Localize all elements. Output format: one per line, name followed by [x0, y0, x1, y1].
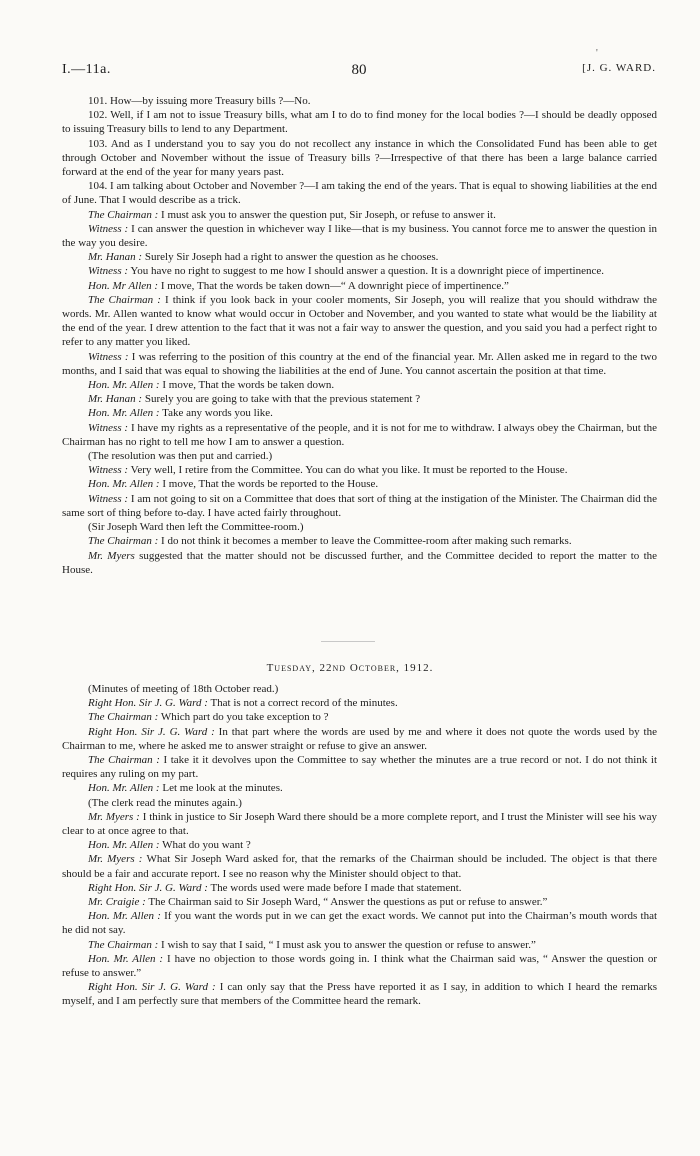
speaker-name: Witness : — [88, 421, 129, 434]
paragraph — [62, 406, 657, 420]
speaker-name: The Chairman : — [88, 711, 159, 724]
paragraph-text: The words used were made before I made that statement. — [210, 881, 462, 894]
speaker-name: Right Hon. Sir J. G. Ward : — [88, 697, 208, 710]
paragraph — [62, 796, 657, 810]
paragraph-text: I do not think it becomes a member to leave the Committee-room after making such remarks. — [161, 535, 572, 548]
paragraph-text: I have my rights as a representative of the people, and it is not for me to withdraw. I always obey the Chairman, but the Chairman has no right to tell me how I am to answer a question. — [62, 421, 658, 448]
speaker-name: Mr. Hanan : — [88, 393, 143, 406]
speaker-name: Mr. Craigie : — [88, 896, 146, 909]
paragraph-text: I wish to say that I said, “ I must ask you to answer the question or refuse to answer.” — [161, 938, 536, 951]
paragraph — [62, 710, 657, 724]
paragraph — [62, 534, 657, 548]
speaker-name: Witness : — [88, 222, 129, 235]
paragraph-text: I can answer the question in whichever way I like—that is my business. You cannot force me to answer the question in the way you desire. — [62, 222, 658, 250]
paragraph-text: Very well, I retire from the Committee. You can do what you like. It must be reported to the House. — [130, 464, 568, 477]
paragraph-text: suggested that the matter should not be discussed further, and the Committee decided to report the matter to the House. — [62, 549, 658, 576]
paragraph — [62, 378, 657, 392]
speaker-name: Witness : — [88, 265, 129, 278]
speaker-name: Mr. Myers : — [88, 853, 143, 866]
speaker-name: Hon. Mr. Allen : — [88, 478, 160, 491]
paragraph — [62, 94, 657, 108]
paragraph-text: I move, That the words be reported to the House. — [162, 478, 379, 491]
paragraph — [62, 293, 657, 350]
paragraph-text: The Chairman said to Sir Joseph Ward, “ Answer the questions as put or refuse to answer.” — [148, 896, 548, 909]
paragraph-text: Take any words you like. — [162, 407, 273, 420]
speaker-name: Mr. Myers : — [88, 810, 140, 823]
speaker-name: Hon. Mr. Allen : — [88, 910, 161, 923]
speaker-name: Mr. Hanan : — [88, 251, 143, 264]
paragraph-text: What do you want ? — [162, 839, 251, 852]
paragraph — [62, 179, 657, 207]
paragraph — [62, 520, 657, 534]
paragraph-text: If you want the words put in we can get the exact words. We cannot put into the Chairman’s mouth words that he did not say. — [62, 910, 658, 937]
paragraph-text: I am not going to sit on a Committee that does that sort of thing at the instigation of the Minister. The Chairman did the same sort of thing before to-day. I have acted fairly throughout. — [62, 492, 658, 519]
paragraph — [62, 279, 657, 293]
speaker-name: The Chairman : — [88, 293, 161, 306]
paragraph-text: Surely you are going to take with that the previous statement ? — [144, 393, 421, 406]
paragraph-text: I think if you look back in your cooler moments, Sir Joseph, you will realize that you should withdraw the words. Mr. Allen wanted to know what would occur in October and November, and you wanted to state what would be the liability at the end of the year. I drew attention to the fact that it was not a fair way to answer the question, and you said you had a perfect right to refer to any matter you liked. — [62, 293, 657, 349]
paragraph — [62, 492, 657, 520]
paragraph — [62, 810, 657, 838]
paragraph — [62, 781, 657, 795]
speaker-name: The Chairman : — [88, 208, 159, 221]
paragraph-text: Let me look at the minutes. — [162, 782, 283, 795]
paragraph — [62, 696, 657, 710]
speaker-name: Witness : — [88, 492, 129, 505]
page-number: 80 — [351, 62, 367, 78]
paragraph-text: What Sir Joseph Ward asked for, that the remarks of the Chairman should be included. The object is that there should be a fair and accurate report. I see no reason why the Minister should object to that. — [62, 853, 657, 880]
speaker-name: Hon. Mr. Allen : — [88, 839, 160, 852]
paragraph-text: (Minutes of meeting of 18th October read.) — [88, 683, 279, 695]
paragraph — [62, 852, 657, 880]
paragraph-text: 102. Well, if I am not to issue Treasury bills, what am I to do to find money for the local bodies ?—I should be deadly opposed to issuing Treasury bills to lend to any Department. — [62, 109, 657, 136]
paragraph — [62, 753, 657, 781]
paragraph — [62, 463, 657, 477]
paragraph — [62, 682, 657, 696]
document-reference: I.—11a. — [62, 62, 111, 77]
paragraph — [62, 980, 657, 1008]
speaker-name: Hon. Mr. Allen : — [88, 782, 160, 795]
paragraph — [62, 895, 657, 909]
paragraph-text: I think in justice to Sir Joseph Ward there should be a more complete report, and I trust the Minister will see his way clear to at once agree to that. — [62, 810, 658, 838]
paragraph — [62, 108, 657, 136]
paragraph — [62, 264, 657, 278]
speaker-name: Witness : — [88, 350, 129, 363]
meeting-date-heading: Tuesday, 22nd October, 1912. — [266, 662, 434, 674]
paragraph — [62, 725, 657, 753]
running-header — [62, 62, 656, 82]
speaker-name: The Chairman : — [88, 754, 160, 767]
paragraph-text: Which part do you take exception to ? — [160, 711, 329, 724]
paragraph — [62, 477, 657, 491]
paragraph-text: You have no right to suggest to me how I should answer a question. It is a downright piece of impertinence. — [130, 265, 605, 278]
paragraph — [62, 250, 657, 264]
paragraph-text: 101. How—by issuing more Treasury bills ?—No. — [88, 95, 311, 107]
paragraph — [62, 208, 657, 222]
speaker-name: Hon. Mr. Allen : — [88, 407, 160, 420]
paragraph-text: Surely Sir Joseph had a right to answer the question as he chooses. — [144, 251, 439, 264]
speaker-name: Hon. Mr. Allen : — [88, 952, 164, 965]
speaker-name: Witness : — [88, 464, 129, 477]
speaker-name: The Chairman : — [88, 938, 159, 951]
paragraph — [62, 449, 657, 463]
minutes-section — [62, 682, 657, 1009]
speaker-name: Hon. Mr. Allen : — [88, 379, 160, 392]
paragraph-text: I was referring to the position of this country at the end of the financial year. Mr. Allen asked me in regard to the two months, and I said that was equal to showing the liabilities at the end of June. You cannot ascertain the position at that time. — [62, 350, 658, 377]
paragraph — [62, 938, 657, 952]
speaker-name: Right Hon. Sir J. G. Ward : — [88, 981, 216, 994]
paragraph-text: 103. And as I understand you to say you do not recollect any instance in which the Consolidated Fund has been able to get through October and November without the issue of Treasury bills ?—Irrespective of that there has been a large balance carried forward at the end of the year for many years past. — [62, 137, 657, 179]
speaker-name: Right Hon. Sir J. G. Ward : — [88, 725, 215, 738]
paragraph — [62, 350, 657, 378]
paragraph — [62, 222, 657, 250]
paragraph-text: I take it it devolves upon the Committee to say whether the minutes are a true record or not. I do not think it requires any ruling on my part. — [62, 754, 658, 781]
section-divider — [321, 641, 375, 642]
paragraph — [62, 421, 657, 449]
evidence-section — [62, 94, 657, 577]
paragraph-text: (The clerk read the minutes again.) — [88, 796, 242, 809]
paragraph — [62, 549, 657, 577]
paragraph-text: That is not a correct record of the minutes. — [210, 697, 398, 710]
speaker-name: Right Hon. Sir J. G. Ward : — [88, 881, 208, 894]
paragraph — [62, 909, 657, 937]
paragraph-text: (The resolution was then put and carried.) — [88, 450, 273, 463]
paragraph — [62, 952, 657, 980]
paragraph-text: I move, That the words be taken down. — [162, 379, 335, 392]
paragraph-text: I have no objection to those words going in. I think what the Chairman said was, “ Answer the question or refuse to answer.” — [62, 952, 657, 980]
paragraph-text: I can only say that the Press have reported it as I say, in addition to which I heard the remarks myself, and I am perfectly sure that members of the Committee heard the remark. — [62, 981, 657, 1008]
paragraph-text: In that part where the words are used by me and where it does not quote the words used by the Chairman to me, where he asked me to answer straight or refuse to give an answer. — [62, 725, 657, 752]
paragraph-text: 104. I am talking about October and November ?—I am taking the end of the years. That is equal to showing liabilities at the end of June. That I would describe as a trick. — [62, 180, 657, 207]
paragraph — [62, 137, 657, 180]
speaker-name: Hon. Mr Allen : — [88, 279, 159, 292]
margin-mark: ' — [596, 48, 598, 59]
paragraph-text: I must ask you to answer the question put, Sir Joseph, or refuse to answer it. — [161, 208, 496, 221]
speaker-name: The Chairman : — [88, 535, 159, 548]
paragraph — [62, 838, 657, 852]
paragraph-text: (Sir Joseph Ward then left the Committee-room.) — [88, 521, 304, 534]
paragraph-text: I move, That the words be taken down—“ A downright piece of impertinence.” — [160, 279, 509, 292]
paragraph — [62, 881, 657, 895]
paragraph — [62, 392, 657, 406]
witness-name: [J. G. WARD. — [582, 62, 656, 74]
speaker-name: Mr. Myers — [88, 549, 135, 562]
